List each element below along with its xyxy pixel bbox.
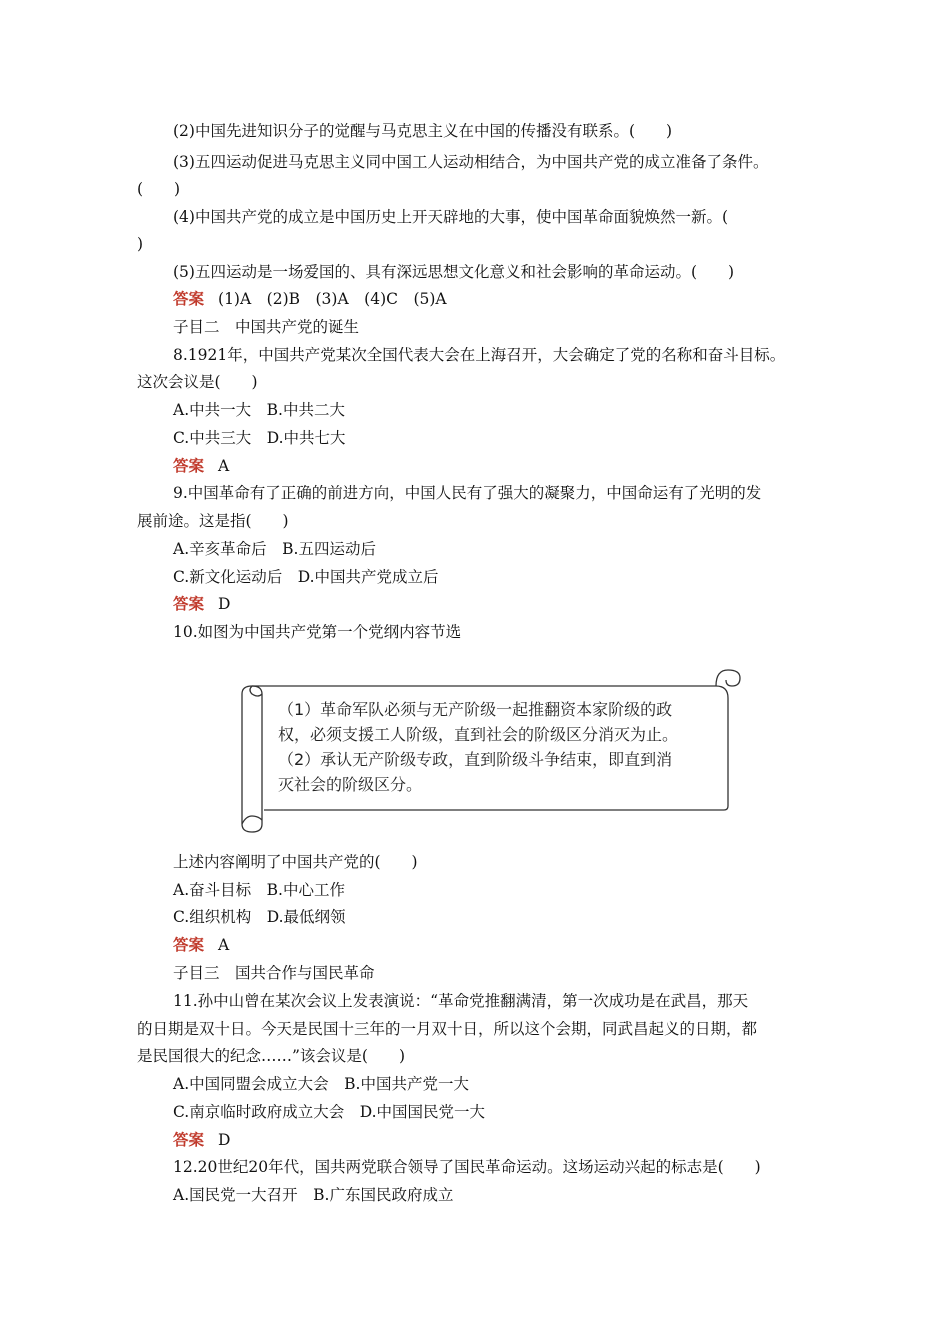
q9-stem-cont: 展前途。这是指( ) (137, 512, 289, 530)
q7-answer (173, 289, 447, 309)
answer-label: 答案 (173, 290, 205, 308)
answer-label: 答案 (173, 595, 205, 613)
section-heading-2: 子目二 中国共产党的诞生 (173, 318, 360, 336)
scroll-line-1: （1）革命军队必须与无产阶级一起推翻资本家阶级的政 (278, 700, 673, 719)
q10-options-1: A.奋斗目标 B.中心工作 (173, 881, 345, 899)
answer-label: 答案 (173, 936, 205, 954)
q7-item-3: (3)五四运动促进马克思主义同中国工人运动相结合，为中国共产党的成立准备了条件。 (173, 153, 769, 171)
q10-stem: 上述内容阐明了中国共产党的( ) (173, 853, 418, 871)
answer-label: 答案 (173, 457, 205, 475)
scroll-frame (238, 664, 746, 834)
q9-options-2: C.新文化运动后 D.中国共产党成立后 (173, 568, 439, 586)
q9-stem: 9.中国革命有了正确的前进方向，中国人民有了强大的凝聚力，中国命运有了光明的发 (173, 484, 762, 502)
scroll-line-4: 灭社会的阶级区分。 (278, 775, 423, 794)
scroll-line-2: 权，必须支援工人阶级，直到社会的阶级区分消灭为止。 (278, 725, 679, 744)
answer-value: A (218, 457, 230, 475)
q11-stem-cont-1: 的日期是双十日。今天是民国十三年的一月双十日，所以这个会期，同武昌起义的日期，都 (137, 1020, 758, 1038)
q8-options-1: A.中共一大 B.中共二大 (173, 401, 345, 419)
q8-answer (173, 456, 229, 476)
q7-item-2: (2)中国先进知识分子的觉醒与马克思主义在中国的传播没有联系。( ) (173, 122, 673, 140)
q10-intro: 10.如图为中国共产党第一个党纲内容节选 (173, 623, 462, 641)
q12-options-1: A.国民党一大召开 B.广东国民政府成立 (173, 1186, 454, 1204)
answer-value: D (218, 595, 231, 613)
q9-options-1: A.辛亥革命后 B.五四运动后 (173, 540, 376, 558)
q11-stem-cont-2: 是民国很大的纪念……”该会议是( ) (137, 1047, 406, 1065)
q7-item-4-blank: ) (137, 235, 144, 253)
q7-item-4: (4)中国共产党的成立是中国历史上开天辟地的大事，使中国革命面貌焕然一新。( (173, 208, 729, 226)
q11-answer (173, 1130, 230, 1150)
answer-label: 答案 (173, 1131, 205, 1149)
q7-item-5: (5)五四运动是一场爱国的、具有深远思想文化意义和社会影响的革命运动。( ) (173, 263, 735, 281)
q8-stem-cont: 这次会议是( ) (137, 373, 258, 391)
answer-value: A (218, 936, 230, 954)
q11-options-1: A.中国同盟会成立大会 B.中国共产党一大 (173, 1075, 469, 1093)
q8-options-2: C.中共三大 D.中共七大 (173, 429, 346, 447)
answer-value: D (218, 1131, 231, 1149)
q9-answer (173, 594, 230, 614)
q11-stem: 11.孙中山曾在某次会议上发表演说：“革命党推翻满清，第一次成功是在武昌，那天 (173, 992, 749, 1010)
q10-answer (173, 935, 229, 955)
answer-value: (1)A (2)B (3)A (4)C (5)A (218, 290, 447, 308)
q11-options-2: C.南京临时政府成立大会 D.中国国民党一大 (173, 1103, 486, 1121)
section-heading-3: 子目三 国共合作与国民革命 (173, 964, 375, 982)
scroll-line-3: （2）承认无产阶级专政，直到阶级斗争结束，即直到消 (278, 750, 673, 769)
q8-stem: 8.1921年，中国共产党某次全国代表大会在上海召开，大会确定了党的名称和奋斗目标。 (173, 346, 786, 364)
q12-stem: 12.20世纪20年代，国共两党联合领导了国民革命运动。这场运动兴起的标志是( ) (173, 1158, 761, 1176)
q7-item-3-blank: ( ) (137, 180, 181, 198)
q10-options-2: C.组织机构 D.最低纲领 (173, 908, 346, 926)
